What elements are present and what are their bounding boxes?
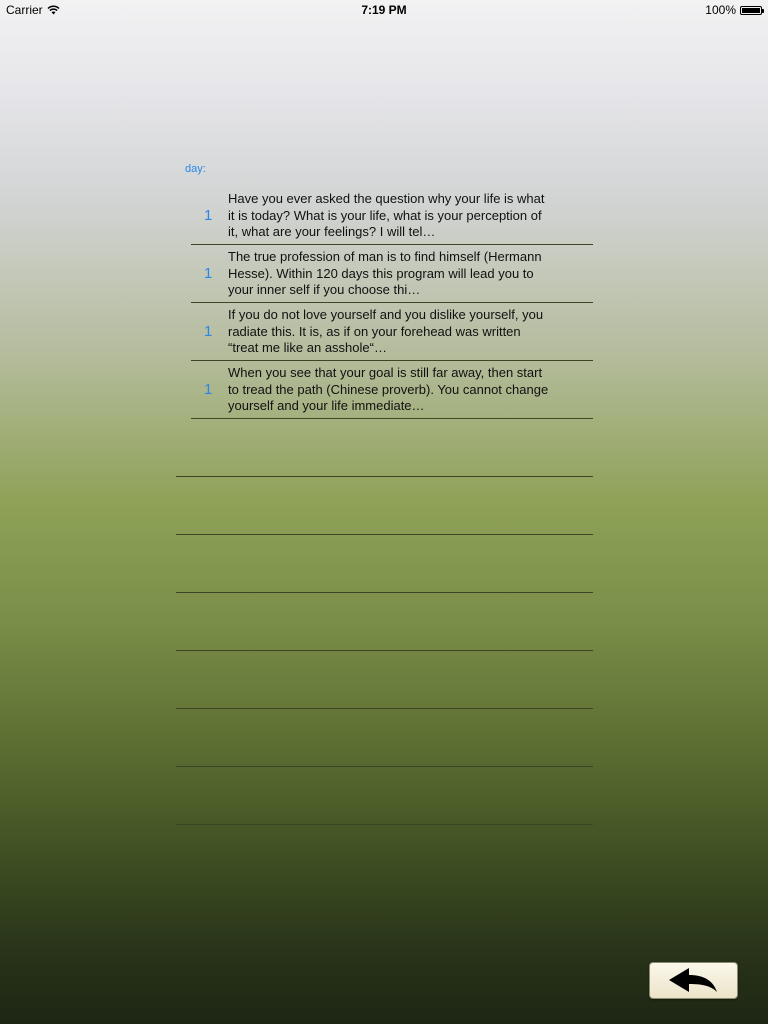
empty-row (176, 477, 593, 535)
day-number: 1 (204, 207, 213, 224)
carrier-label: Carrier (6, 3, 43, 17)
list-item[interactable] (191, 245, 593, 303)
list-item[interactable] (191, 187, 593, 245)
day-column-header: day: (185, 163, 206, 175)
day-number: 1 (204, 265, 213, 282)
status-time: 7:19 PM (361, 3, 407, 17)
day-number: 1 (204, 323, 213, 340)
status-right (705, 3, 762, 17)
days-list (176, 187, 593, 825)
status-bar (0, 0, 768, 20)
battery-percent: 100% (705, 3, 736, 17)
item-text: If you do not love yourself and you dislike yourself, you radiate this. It is, as if on your forehead was written “treat me like an asshole“… (228, 307, 544, 355)
empty-row (176, 419, 593, 477)
back-arrow-icon (667, 966, 721, 996)
list-item[interactable] (191, 361, 593, 419)
list-item[interactable] (191, 303, 593, 361)
battery-icon (740, 6, 762, 15)
back-button[interactable] (649, 962, 738, 999)
item-text: The true profession of man is to find himself (Hermann Hesse). Within 120 days this program will lead you to your inner self if you choose thi… (228, 249, 542, 297)
empty-row (176, 593, 593, 651)
empty-row (176, 767, 593, 825)
empty-row (176, 651, 593, 709)
empty-row (176, 535, 593, 593)
item-text: Have you ever asked the question why your life is what it is today? What is your life, what is your perception of it, what are your feelings? I will tel… (228, 191, 545, 239)
battery-fill (742, 8, 760, 13)
item-text: When you see that your goal is still far away, then start to tread the path (Chinese proverb). You cannot change yourself and your life immediate… (228, 365, 549, 413)
empty-row (176, 709, 593, 767)
day-number: 1 (204, 381, 213, 398)
